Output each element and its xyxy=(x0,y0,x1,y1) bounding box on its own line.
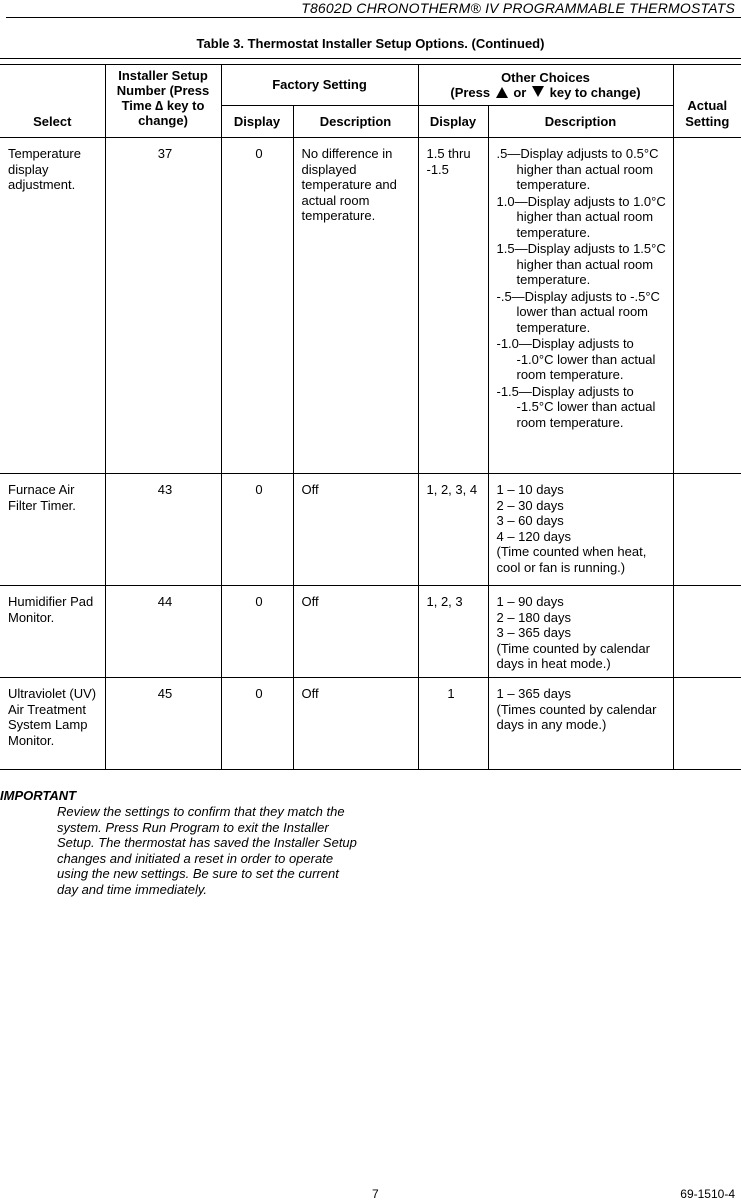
running-title: T8602D CHRONOTHERM® IV PROGRAMMABLE THERMOSTATS xyxy=(301,0,735,16)
choice-item: 2 – 30 days xyxy=(496,497,564,513)
choice-item: 3 – 60 days xyxy=(496,513,564,528)
cell-setup-number: 44 xyxy=(105,586,221,678)
other-choices-press: (Press xyxy=(450,85,491,100)
choice-note: (Time counted by calendar days in heat mode.) xyxy=(496,640,650,671)
cell-select: Furnace Air Filter Timer. xyxy=(0,474,105,586)
column-header-actual-setting: Actual Setting xyxy=(673,65,741,138)
other-choices-instruction xyxy=(419,85,673,101)
cell-actual-setting xyxy=(673,138,741,474)
cell-actual-setting xyxy=(673,474,741,586)
cell-factory-description: Off xyxy=(293,474,418,586)
cell-factory-description: No difference in displayed temperature and actual room temperature. xyxy=(293,138,418,474)
cell-other-description xyxy=(488,138,673,474)
cell-factory-display: 0 xyxy=(221,678,293,770)
choice-item: 4 – 120 days xyxy=(496,528,571,544)
other-choices-or: or xyxy=(513,85,527,100)
page-number: 7 xyxy=(372,1187,379,1201)
cell-other-display: 1, 2, 3, 4 xyxy=(418,474,488,586)
choice-item: .5—Display adjusts to 0.5°C higher than actual room temperature. xyxy=(496,146,659,192)
other-choices-title: Other Choices xyxy=(501,69,590,85)
cell-select: Humidifier Pad Monitor. xyxy=(0,586,105,678)
column-header-other-choices xyxy=(418,65,673,106)
column-header-other-display: Display xyxy=(418,106,488,138)
cell-other-description xyxy=(488,586,673,678)
important-text: Review the settings to confirm that they match the system. Press Run Program to exit the Installer Setup. The thermostat has saved the Installer Setup changes and initiated a reset in order to operate using the new settings. Be sure to set the current day and time immediately. xyxy=(57,804,357,897)
table-row xyxy=(0,474,741,586)
header-rule xyxy=(6,17,741,18)
important-label: IMPORTANT xyxy=(0,788,77,803)
cell-other-display: 1, 2, 3 xyxy=(418,586,488,678)
choice-item: 2 – 180 days xyxy=(496,609,571,625)
column-header-select: Select xyxy=(0,65,105,138)
installer-setup-table xyxy=(0,64,741,770)
document-number: 69-1510-4 xyxy=(680,1187,735,1201)
cell-setup-number: 37 xyxy=(105,138,221,474)
choice-item: 3 – 365 days xyxy=(496,625,571,640)
table-top-rule xyxy=(0,58,741,59)
column-header-factory-setting: Factory Setting xyxy=(221,65,418,106)
cell-setup-number: 45 xyxy=(105,678,221,770)
table-row xyxy=(0,586,741,678)
table-row xyxy=(0,678,741,770)
choice-item: -1.0—Display adjusts to -1.0°C lower than actual room temperature. xyxy=(496,336,656,382)
cell-factory-display: 0 xyxy=(221,138,293,474)
choice-item: 1 – 90 days xyxy=(496,594,564,609)
column-header-other-description: Description xyxy=(488,106,673,138)
cell-factory-display: 0 xyxy=(221,474,293,586)
column-header-setup-number: Installer Setup Number (Press Time ∆ key to change) xyxy=(105,65,221,138)
other-choices-key: key to change) xyxy=(549,85,641,100)
choice-note: (Time counted when heat, cool or fan is running.) xyxy=(496,544,647,575)
choice-item: 1 – 365 days xyxy=(496,686,571,701)
column-header-factory-description: Description xyxy=(293,106,418,138)
cell-other-display: 1 xyxy=(418,678,488,770)
choice-item: 1 – 10 days xyxy=(496,482,564,497)
cell-actual-setting xyxy=(673,678,741,770)
cell-select: Temperature display adjustment. xyxy=(0,138,105,474)
choice-note: (Times counted by calendar days in any mode.) xyxy=(496,701,657,732)
choice-item: -1.5—Display adjusts to -1.5°C lower than actual room temperature. xyxy=(496,383,656,430)
cell-other-description xyxy=(488,474,673,586)
cell-factory-description: Off xyxy=(293,586,418,678)
cell-factory-description: Off xyxy=(293,678,418,770)
choice-item: -.5—Display adjusts to -.5°C lower than actual room temperature. xyxy=(496,288,660,335)
table-title: Table 3. Thermostat Installer Setup Options. (Continued) xyxy=(196,36,545,51)
up-triangle-icon xyxy=(496,87,508,98)
choice-item: 1.5—Display adjusts to 1.5°C higher than actual room temperature. xyxy=(496,241,666,287)
choice-item: 1.0—Display adjusts to 1.0°C higher than actual room temperature. xyxy=(496,193,666,240)
column-header-factory-display: Display xyxy=(221,106,293,138)
cell-factory-display: 0 xyxy=(221,586,293,678)
table-row xyxy=(0,138,741,474)
cell-other-description xyxy=(488,678,673,770)
cell-actual-setting xyxy=(673,586,741,678)
cell-other-display: 1.5 thru -1.5 xyxy=(418,138,488,474)
down-triangle-icon xyxy=(532,86,544,97)
cell-setup-number: 43 xyxy=(105,474,221,586)
cell-select: Ultraviolet (UV) Air Treatment System Lamp Monitor. xyxy=(0,678,105,770)
